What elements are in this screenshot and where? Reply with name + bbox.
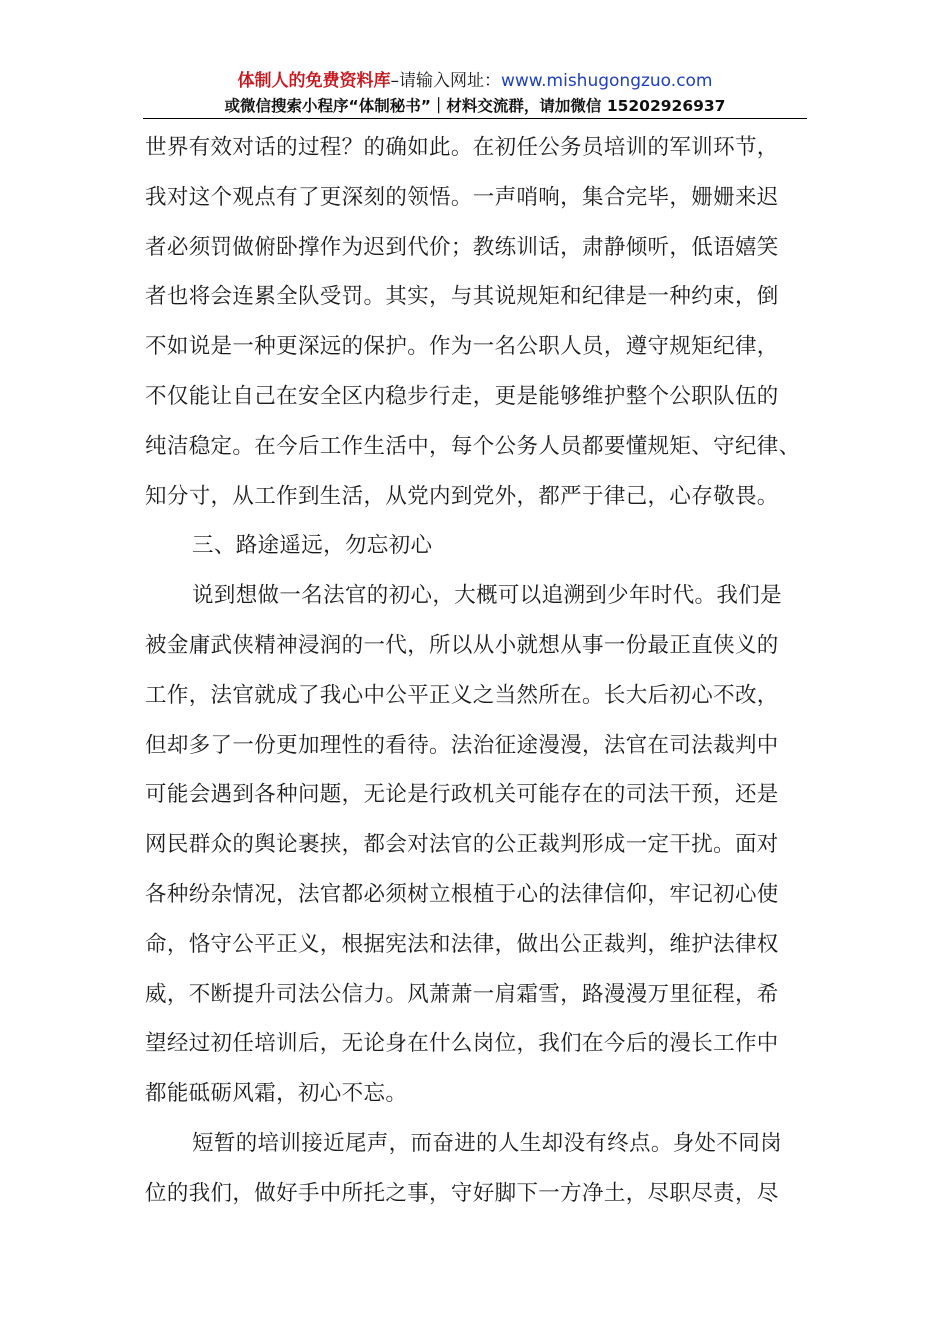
- text-line: 工作，法官就成了我心中公平正义之当然所在。长大后初心不改，: [145, 682, 779, 708]
- text-line: 被金庸武侠精神浸润的一代，所以从小就想从事一份最正直侠义的: [145, 632, 779, 658]
- header-banner: [143, 68, 807, 94]
- text-line: 纯洁稳定。在今后工作生活中，每个公务人员都要懂规矩、守纪律、: [145, 433, 801, 459]
- page-header: [143, 68, 807, 118]
- text-line: 望经过初任培训后，无论身在什么岗位，我们在今后的漫长工作中: [145, 1031, 779, 1057]
- text-line: 网民群众的舆论裹挟，都会对法官的公正裁判形成一定干扰。面对: [145, 832, 779, 858]
- text-line: 威，不断提升司法公信力。风萧萧一肩霜雪，路漫漫万里征程，希: [145, 981, 779, 1007]
- text-line: 各种纷杂情况，法官都必须树立根植于心的法律信仰，牢记初心使: [145, 881, 779, 907]
- text-line: 可能会遇到各种问题，无论是行政机关可能存在的司法干预，还是: [145, 782, 779, 808]
- text-line: 命，恪守公平正义，根据宪法和法律，做出公正裁判，维护法律权: [145, 931, 779, 957]
- header-brand: 体制人的免费资料库: [237, 71, 391, 91]
- text-line: 者必须罚做俯卧撑作为迟到代价；教练训话，肃静倾听，低语嬉笑: [145, 234, 779, 260]
- text-line: 说到想做一名法官的初心，大概可以追溯到少年时代。我们是: [192, 583, 782, 609]
- header-divider: [143, 118, 807, 119]
- text-line: 但却多了一份更加理性的看待。法治征途漫漫，法官在司法裁判中: [145, 732, 779, 758]
- section-heading: 三、路途遥远，勿忘初心: [192, 533, 433, 559]
- text-line: 不仅能让自己在安全区内稳步行走，更是能够维护整个公职队伍的: [145, 383, 779, 409]
- text-line: 短暂的培训接近尾声，而奋进的人生却没有终点。身处不同岗: [192, 1130, 782, 1156]
- header-url[interactable]: www.mishugongzuo.com: [500, 71, 713, 91]
- header-contact: 或微信搜索小程序“体制秘书”｜材料交流群，请加微信 15202926937: [224, 97, 726, 115]
- document-body: [145, 123, 809, 1219]
- header-prompt: –请输入网址：: [390, 71, 501, 91]
- text-line: 都能砥砺风霜，初心不忘。: [145, 1081, 408, 1107]
- text-line: 知分寸，从工作到生活，从党内到党外，都严于律己，心存敬畏。: [145, 483, 779, 509]
- text-line: 我对这个观点有了更深刻的领悟。一声哨响，集合完毕，姗姗来迟: [145, 184, 779, 210]
- text-line: 世界有效对话的过程？的确如此。在初任公务员培训的军训环节，: [145, 135, 779, 160]
- text-line: 不如说是一种更深远的保护。作为一名公职人员，遵守规矩纪律，: [145, 334, 779, 360]
- text-line: 者也将会连累全队受罚。其实，与其说规矩和纪律是一种约束，倒: [145, 284, 779, 310]
- text-line: 位的我们，做好手中所托之事，守好脚下一方净土，尽职尽责，尽: [145, 1180, 779, 1206]
